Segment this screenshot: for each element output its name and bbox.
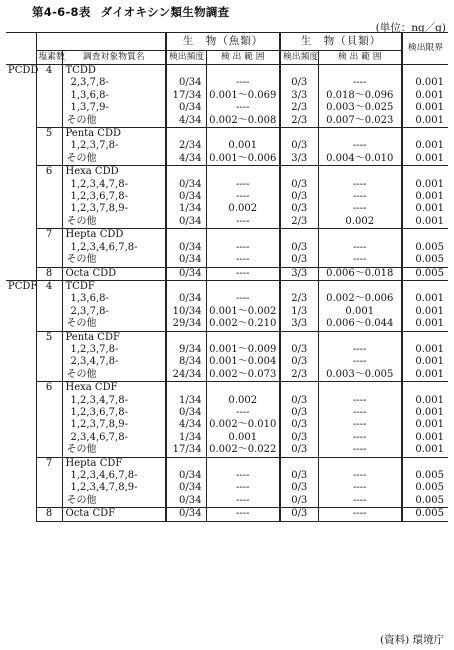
group-label: PCDD <box>6 65 36 281</box>
detect-limit: 0.001 <box>402 419 448 431</box>
fish-detect-freq: 0/34 <box>166 191 206 203</box>
shell-detect-freq: 0/3 <box>280 432 318 444</box>
compound-name: 1,2,3,6,7,8- <box>62 407 166 419</box>
compound-name: 1,3,7,9- <box>62 102 166 114</box>
shell-detect-range: 0.018～0.096 <box>318 90 402 102</box>
shell-detect-freq: 0/3 <box>280 203 318 215</box>
compound-name: 1,2,3,7,8,9- <box>62 203 166 215</box>
shell-detect-freq: 0/3 <box>280 191 318 203</box>
shell-detect-freq: 3/3 <box>280 90 318 102</box>
fish-detect-range: ---- <box>206 77 280 89</box>
fish-detect-range <box>206 457 280 470</box>
detect-limit <box>402 331 448 344</box>
table-row <box>6 508 448 521</box>
table-row <box>6 331 448 344</box>
chlorine-count-cell: 8 <box>36 267 62 280</box>
fish-detect-freq: 0/34 <box>166 293 206 305</box>
shell-detect-range: 0.006～0.044 <box>318 318 402 331</box>
table-row <box>6 482 448 494</box>
detect-limit: 0.005 <box>402 508 448 521</box>
fish-detect-range: 0.001～0.004 <box>206 356 280 368</box>
compound-name: その他 <box>62 115 166 128</box>
header-fish-range: 検 出 範 囲 <box>206 51 280 65</box>
table-row <box>6 179 448 191</box>
fish-detect-freq: 0/34 <box>166 216 206 229</box>
shell-detect-freq: 1/3 <box>280 306 318 318</box>
fish-detect-freq <box>166 382 206 395</box>
fish-detect-range: ---- <box>206 495 280 508</box>
fish-detect-freq: 1/34 <box>166 395 206 407</box>
detect-limit <box>402 128 448 141</box>
detect-limit: 0.001 <box>402 90 448 102</box>
detect-limit: 0.001 <box>402 216 448 229</box>
chlorine-count-cell: 7 <box>36 457 62 508</box>
shell-detect-freq <box>280 280 318 293</box>
shell-detect-range: ---- <box>318 395 402 407</box>
fish-detect-freq: 0/34 <box>166 179 206 191</box>
fish-detect-freq: 0/34 <box>166 254 206 267</box>
fish-detect-freq: 0/34 <box>166 407 206 419</box>
shell-detect-freq: 0/3 <box>280 482 318 494</box>
chlorine-count-cell: 7 <box>36 229 62 267</box>
shell-detect-range: 0.004～0.010 <box>318 153 402 166</box>
shell-detect-range: ---- <box>318 140 402 152</box>
dioxin-survey-table <box>6 32 448 522</box>
fish-detect-freq <box>166 229 206 242</box>
fish-detect-range <box>206 128 280 141</box>
compound-group-name: Penta CDD <box>62 128 166 141</box>
detect-limit: 0.001 <box>402 115 448 128</box>
compound-name: 1,2,3,4,7,8- <box>62 179 166 191</box>
fish-detect-freq: 10/34 <box>166 306 206 318</box>
fish-detect-freq <box>166 166 206 179</box>
shell-detect-freq: 0/3 <box>280 77 318 89</box>
table-row <box>6 254 448 267</box>
shell-detect-freq <box>280 229 318 242</box>
compound-name: 1,2,3,7,8- <box>62 344 166 356</box>
chlorine-count-cell: 4 <box>36 65 62 128</box>
fish-detect-range: ---- <box>206 293 280 305</box>
fish-detect-range: 0.002～0.010 <box>206 419 280 431</box>
shell-detect-range <box>318 166 402 179</box>
fish-detect-freq: 0/34 <box>166 470 206 482</box>
shell-detect-range: ---- <box>318 432 402 444</box>
fish-detect-freq: 4/34 <box>166 115 206 128</box>
fish-detect-range: 0.001～0.002 <box>206 306 280 318</box>
shell-detect-freq: 0/3 <box>280 495 318 508</box>
fish-detect-range: 0.002～0.008 <box>206 115 280 128</box>
detect-limit: 0.001 <box>402 191 448 203</box>
header-chlorine-count: 塩素数 <box>36 51 62 65</box>
detect-limit: 0.005 <box>402 470 448 482</box>
fish-detect-freq: 1/34 <box>166 432 206 444</box>
table-row <box>6 306 448 318</box>
fish-detect-freq <box>166 128 206 141</box>
fish-detect-freq: 2/34 <box>166 140 206 152</box>
shell-detect-freq <box>280 65 318 78</box>
header-blank-4 <box>6 51 36 65</box>
fish-detect-range: ---- <box>206 216 280 229</box>
table-row <box>6 495 448 508</box>
table-row <box>6 77 448 89</box>
chlorine-count-cell: 5 <box>36 331 62 382</box>
detect-limit: 0.001 <box>402 356 448 368</box>
shell-detect-freq: 3/3 <box>280 318 318 331</box>
shell-detect-range: 0.003～0.025 <box>318 102 402 114</box>
fish-detect-freq: 9/34 <box>166 344 206 356</box>
detect-limit: 0.001 <box>402 318 448 331</box>
shell-detect-freq: 0/3 <box>280 407 318 419</box>
fish-detect-freq: 0/34 <box>166 495 206 508</box>
fish-detect-range: ---- <box>206 482 280 494</box>
shell-detect-range: ---- <box>318 495 402 508</box>
shell-detect-range: ---- <box>318 407 402 419</box>
shell-detect-freq <box>280 128 318 141</box>
compound-name: 2,3,4,6,7,8- <box>62 432 166 444</box>
shell-detect-range: ---- <box>318 419 402 431</box>
table-row <box>6 382 448 395</box>
detect-limit: 0.001 <box>402 369 448 382</box>
shell-detect-freq: 2/3 <box>280 216 318 229</box>
shell-detect-freq: 2/3 <box>280 293 318 305</box>
header-detect-limit: 検出限界 <box>402 33 448 65</box>
compound-group-name: Hexa CDD <box>62 166 166 179</box>
table-row <box>6 153 448 166</box>
chlorine-count-cell: 8 <box>36 508 62 521</box>
shell-detect-freq <box>280 382 318 395</box>
detect-limit: 0.005 <box>402 242 448 254</box>
table-row <box>6 395 448 407</box>
shell-detect-range: ---- <box>318 508 402 521</box>
shell-detect-freq: 0/3 <box>280 179 318 191</box>
shell-detect-range <box>318 331 402 344</box>
table-row <box>6 444 448 457</box>
compound-group-name: Hexa CDF <box>62 382 166 395</box>
fish-detect-freq: 24/34 <box>166 369 206 382</box>
shell-detect-freq: 2/3 <box>280 102 318 114</box>
table-row <box>6 128 448 141</box>
header-blank-2 <box>36 33 62 51</box>
compound-name: 1,2,3,7,8- <box>62 140 166 152</box>
shell-detect-range <box>318 229 402 242</box>
compound-name: その他 <box>62 153 166 166</box>
compound-name: 1,2,3,4,7,8- <box>62 395 166 407</box>
shell-detect-freq: 0/3 <box>280 419 318 431</box>
shell-detect-range: ---- <box>318 444 402 457</box>
compound-name: 2,3,7,8- <box>62 306 166 318</box>
shell-detect-freq: 0/3 <box>280 254 318 267</box>
fish-detect-range: ---- <box>206 191 280 203</box>
shell-detect-range: ---- <box>318 203 402 215</box>
shell-detect-range: ---- <box>318 482 402 494</box>
shell-detect-freq: 3/3 <box>280 267 318 280</box>
fish-detect-range: ---- <box>206 407 280 419</box>
shell-detect-range <box>318 457 402 470</box>
compound-name: 1,2,3,4,7,8,9- <box>62 482 166 494</box>
shell-detect-freq: 0/3 <box>280 444 318 457</box>
table-row <box>6 267 448 280</box>
fish-detect-freq <box>166 457 206 470</box>
fish-detect-range <box>206 382 280 395</box>
fish-detect-range: ---- <box>206 102 280 114</box>
fish-detect-range: ---- <box>206 267 280 280</box>
fish-detect-range <box>206 65 280 78</box>
shell-detect-range: 0.003～0.005 <box>318 369 402 382</box>
table-title <box>32 4 229 20</box>
fish-detect-range <box>206 280 280 293</box>
detect-limit: 0.001 <box>402 179 448 191</box>
table-row <box>6 356 448 368</box>
compound-name: 1,2,3,7,8,9- <box>62 419 166 431</box>
fish-detect-freq: 0/34 <box>166 482 206 494</box>
shell-detect-range: ---- <box>318 179 402 191</box>
detect-limit: 0.001 <box>402 395 448 407</box>
detect-limit <box>402 65 448 78</box>
shell-detect-range: 0.001 <box>318 306 402 318</box>
fish-detect-freq <box>166 65 206 78</box>
compound-name: その他 <box>62 254 166 267</box>
fish-detect-range: 0.001～0.006 <box>206 153 280 166</box>
shell-detect-range: 0.006～0.018 <box>318 267 402 280</box>
detect-limit: 0.001 <box>402 153 448 166</box>
detect-limit: 0.001 <box>402 306 448 318</box>
shell-detect-freq <box>280 457 318 470</box>
fish-detect-freq <box>166 331 206 344</box>
fish-detect-range: 0.001～0.009 <box>206 344 280 356</box>
fish-detect-range: 0.001 <box>206 140 280 152</box>
fish-detect-range: ---- <box>206 508 280 521</box>
compound-name: その他 <box>62 495 166 508</box>
table-row <box>6 216 448 229</box>
detect-limit: 0.005 <box>402 267 448 280</box>
fish-detect-range <box>206 166 280 179</box>
fish-detect-freq: 0/34 <box>166 242 206 254</box>
fish-detect-range: 0.002～0.210 <box>206 318 280 331</box>
table-row <box>6 203 448 215</box>
table-row <box>6 457 448 470</box>
table-row <box>6 115 448 128</box>
fish-detect-range: ---- <box>206 242 280 254</box>
unit-label: (単位：ng／g) <box>375 22 446 34</box>
shell-detect-range: ---- <box>318 191 402 203</box>
detect-limit: 0.005 <box>402 482 448 494</box>
header-fish: 生 物（魚類） <box>166 33 280 51</box>
table-row <box>6 242 448 254</box>
table-row <box>6 470 448 482</box>
shell-detect-freq: 0/3 <box>280 242 318 254</box>
shell-detect-range <box>318 280 402 293</box>
shell-detect-freq: 0/3 <box>280 140 318 152</box>
shell-detect-freq: 2/3 <box>280 369 318 382</box>
header-shell-freq: 検出頻度 <box>280 51 318 65</box>
fish-detect-range <box>206 229 280 242</box>
shell-detect-freq <box>280 166 318 179</box>
detect-limit: 0.001 <box>402 102 448 114</box>
fish-detect-freq: 17/34 <box>166 90 206 102</box>
compound-group-name: TCDD <box>62 65 166 78</box>
detect-limit: 0.001 <box>402 293 448 305</box>
fish-detect-freq: 0/34 <box>166 102 206 114</box>
shell-detect-range: 0.002 <box>318 216 402 229</box>
header-blank-3 <box>62 33 166 51</box>
header-fish-freq: 検出頻度 <box>166 51 206 65</box>
shell-detect-range: ---- <box>318 254 402 267</box>
detect-limit: 0.001 <box>402 140 448 152</box>
detect-limit <box>402 457 448 470</box>
fish-detect-range: ---- <box>206 254 280 267</box>
shell-detect-range: 0.007～0.023 <box>318 115 402 128</box>
fish-detect-freq: 17/34 <box>166 444 206 457</box>
shell-detect-freq: 0/3 <box>280 395 318 407</box>
group-label: PCDF <box>6 280 36 521</box>
shell-detect-range: ---- <box>318 242 402 254</box>
fish-detect-range: 0.001～0.069 <box>206 90 280 102</box>
fish-detect-freq: 8/34 <box>166 356 206 368</box>
fish-detect-freq: 0/34 <box>166 267 206 280</box>
detect-limit: 0.005 <box>402 495 448 508</box>
fish-detect-range: 0.002 <box>206 395 280 407</box>
chlorine-count-cell: 6 <box>36 382 62 457</box>
shell-detect-freq: 0/3 <box>280 356 318 368</box>
table-row <box>6 344 448 356</box>
fish-detect-freq <box>166 280 206 293</box>
compound-name: 1,2,3,4,6,7,8- <box>62 242 166 254</box>
fish-detect-range: 0.002～0.073 <box>206 369 280 382</box>
table-row <box>6 293 448 305</box>
fish-detect-freq: 4/34 <box>166 153 206 166</box>
fish-detect-range: ---- <box>206 179 280 191</box>
shell-detect-range: 0.002～0.006 <box>318 293 402 305</box>
shell-detect-range: ---- <box>318 344 402 356</box>
shell-detect-freq: 0/3 <box>280 470 318 482</box>
shell-detect-freq <box>280 331 318 344</box>
detect-limit <box>402 166 448 179</box>
compound-name: 1,2,3,4,6,7,8- <box>62 470 166 482</box>
compound-group-name: Hepta CDF <box>62 457 166 470</box>
detect-limit: 0.001 <box>402 344 448 356</box>
chlorine-count-cell: 4 <box>36 280 62 331</box>
detect-limit: 0.001 <box>402 444 448 457</box>
fish-detect-freq: 1/34 <box>166 203 206 215</box>
header-shell-range: 検 出 範 囲 <box>318 51 402 65</box>
shell-detect-range <box>318 128 402 141</box>
shell-detect-range <box>318 65 402 78</box>
fish-detect-range: ---- <box>206 470 280 482</box>
shell-detect-freq: 0/3 <box>280 508 318 521</box>
compound-name: 1,3,6,8- <box>62 90 166 102</box>
table-row <box>6 280 448 293</box>
header-blank <box>6 33 36 51</box>
fish-detect-range: 0.001 <box>206 432 280 444</box>
table-row <box>6 229 448 242</box>
detect-limit <box>402 229 448 242</box>
compound-group-name: Hepta CDD <box>62 229 166 242</box>
chlorine-count-cell: 6 <box>36 166 62 229</box>
table-row <box>6 140 448 152</box>
source-note: (資料) 環境庁 <box>379 634 444 646</box>
table-row <box>6 407 448 419</box>
fish-detect-range: 0.002 <box>206 203 280 215</box>
compound-group-name: TCDF <box>62 280 166 293</box>
shell-detect-freq: 2/3 <box>280 115 318 128</box>
detect-limit <box>402 382 448 395</box>
shell-detect-freq: 3/3 <box>280 153 318 166</box>
compound-name: 1,3,6,8- <box>62 293 166 305</box>
shell-detect-range: ---- <box>318 470 402 482</box>
detect-limit <box>402 280 448 293</box>
table-row <box>6 65 448 78</box>
detect-limit: 0.001 <box>402 432 448 444</box>
table-row <box>6 419 448 431</box>
table-row <box>6 166 448 179</box>
fish-detect-freq: 0/34 <box>166 77 206 89</box>
table-row <box>6 369 448 382</box>
compound-name: 2,3,4,7,8- <box>62 356 166 368</box>
fish-detect-freq: 0/34 <box>166 508 206 521</box>
compound-name: その他 <box>62 369 166 382</box>
table-row <box>6 318 448 331</box>
fish-detect-freq: 4/34 <box>166 419 206 431</box>
fish-detect-freq: 29/34 <box>166 318 206 331</box>
detect-limit: 0.001 <box>402 203 448 215</box>
compound-group-name: Octa CDD <box>62 267 166 280</box>
shell-detect-range: ---- <box>318 356 402 368</box>
header-compound: 調査対象物質名 <box>62 51 166 65</box>
shell-detect-range: ---- <box>318 77 402 89</box>
shell-detect-range <box>318 382 402 395</box>
table-row <box>6 432 448 444</box>
header-shellfish: 生 物（貝類） <box>280 33 402 51</box>
shell-detect-freq: 0/3 <box>280 344 318 356</box>
detect-limit: 0.005 <box>402 254 448 267</box>
chlorine-count-cell: 5 <box>36 128 62 166</box>
table-row <box>6 102 448 114</box>
table-row <box>6 90 448 102</box>
detect-limit: 0.001 <box>402 77 448 89</box>
compound-name: その他 <box>62 216 166 229</box>
compound-group-name: Octa CDF <box>62 508 166 521</box>
detect-limit: 0.001 <box>402 407 448 419</box>
compound-name: 1,2,3,6,7,8- <box>62 191 166 203</box>
table-row <box>6 191 448 203</box>
table-title-text: ダイオキシン類生物調査 <box>100 5 230 19</box>
compound-group-name: Penta CDF <box>62 331 166 344</box>
table-number: 第4-6-8表 <box>32 5 91 19</box>
compound-name: その他 <box>62 318 166 331</box>
fish-detect-range <box>206 331 280 344</box>
compound-name: その他 <box>62 444 166 457</box>
fish-detect-range: 0.002～0.022 <box>206 444 280 457</box>
compound-name: 2,3,7,8- <box>62 77 166 89</box>
